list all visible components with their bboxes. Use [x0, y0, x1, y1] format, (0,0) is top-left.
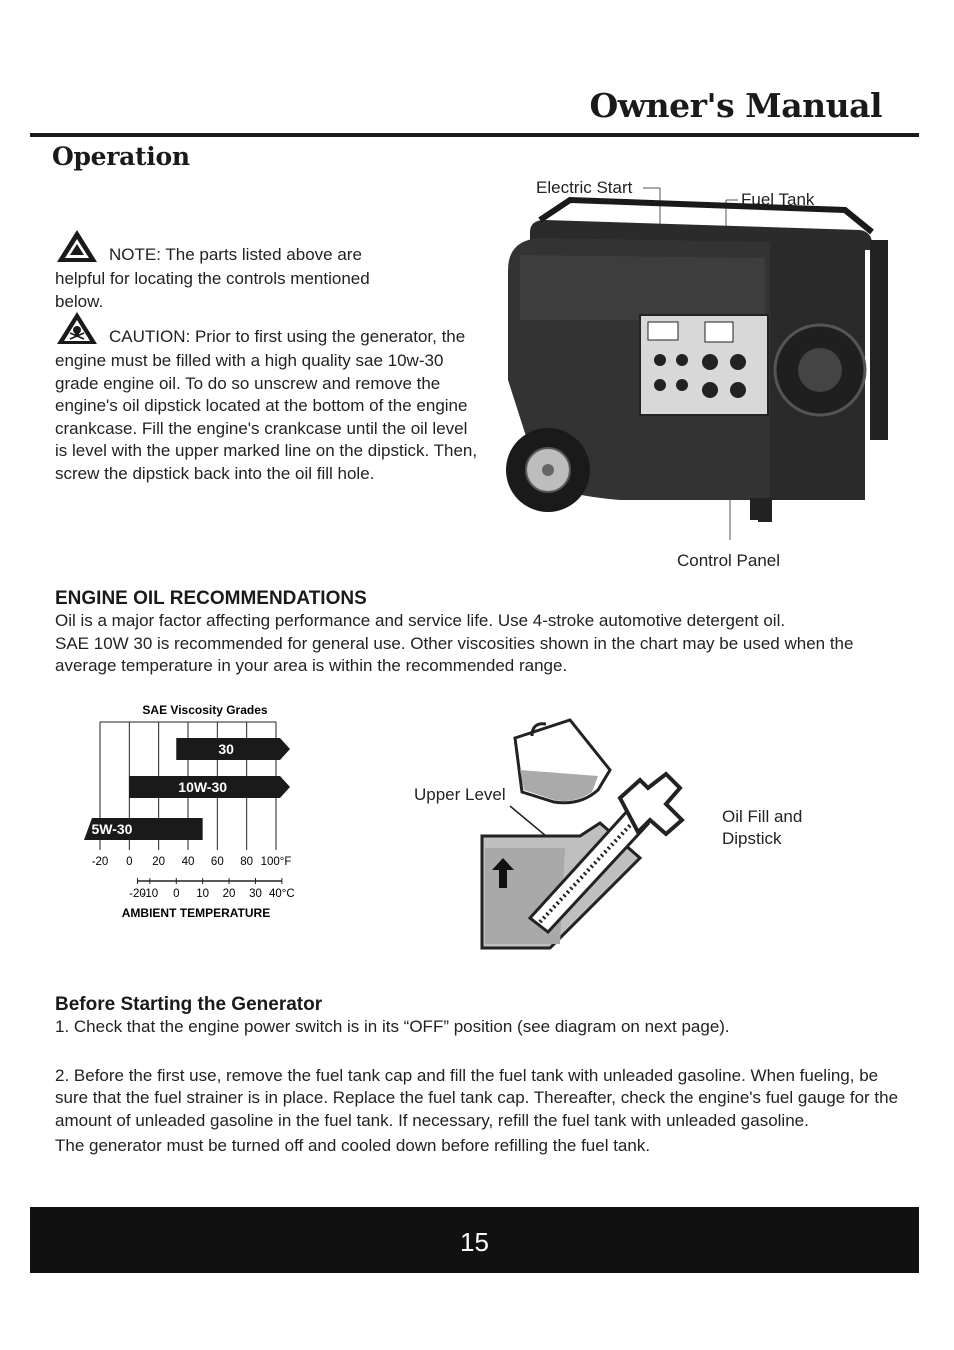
chart-tick-c: 0	[173, 888, 180, 900]
chart-tick-f: 80	[240, 856, 254, 868]
label-control-panel: Control Panel	[677, 551, 781, 570]
viscosity-bar-label: 30	[218, 741, 234, 757]
viscosity-bar-label: 10W-30	[178, 779, 228, 795]
caution-paragraph	[55, 310, 480, 485]
chart-tick-f: 0	[126, 856, 133, 868]
label-oil-fill-line2: Dipstick	[722, 829, 782, 848]
label-fuel-tank: Fuel Tank	[741, 190, 815, 209]
viscosity-chart	[80, 698, 320, 928]
chart-tick-f: -20	[91, 856, 109, 868]
oil-paragraph-1: Oil is a major factor affecting performance and service life. Use 4-stroke automotive detergent oil.	[55, 611, 786, 630]
oil-paragraph-2: SAE 10W 30 is recommended for general use. Other viscosities shown in the chart may be used when the average temperature in your area is within the recommended range.	[55, 633, 854, 675]
chart-tick-c: -20	[129, 888, 146, 900]
note-text: NOTE: The parts listed above are helpful for locating the controls mentioned below.	[55, 245, 370, 311]
page-footer	[30, 1207, 919, 1273]
skull-warning-icon	[55, 310, 105, 350]
viscosity-bar-label: 5W-30	[91, 821, 133, 837]
start-heading: Before Starting the Generator	[55, 994, 323, 1015]
start-step-2: 2. Before the first use, remove the fuel tank cap and fill the fuel tank with unleaded gasoline. When fueling, be sure that the fuel strainer is in place. Replace the fuel tank cap. Thereafter, check the engine's fuel gauge for the amount of unleaded gasoline in the fuel tank. If necessary, refill the fuel tank with unleaded gasoline.	[55, 1065, 899, 1130]
chart-tick-c: -10	[141, 888, 159, 900]
generator-illustration	[500, 180, 900, 540]
section-title: Operation	[52, 142, 190, 171]
chart-tick-f: 20	[152, 856, 166, 868]
header-rule	[30, 133, 919, 137]
page-header-title: Owner's Manual	[589, 86, 882, 125]
oil-heading: ENGINE OIL RECOMMENDATIONS	[55, 588, 367, 609]
chart-tick-c: 40°C	[269, 888, 295, 900]
chart-tick-c: 30	[249, 888, 262, 900]
start-step-3: The generator must be turned off and cooled down before refilling the fuel tank.	[55, 1136, 651, 1155]
dipstick-illustration	[470, 708, 700, 958]
before-starting-section	[55, 994, 915, 1158]
note-paragraph	[55, 228, 395, 313]
chart-tick-c: 10	[196, 888, 210, 900]
caution-text: CAUTION: Prior to first using the generator, the engine must be filled with a high quality sae 10w-30 grade engine oil. To do so unscrew and remove the engine's oil dipstick located at the bottom of the engine crankcase. Fill the engine's crankcase until the oil level is level with the upper marked line on the dipstick. Then, screw the dipstick back into the oil fill hole.	[55, 327, 478, 483]
label-oil-fill-line1: Oil Fill and	[722, 807, 803, 826]
chart-title: SAE Viscosity Grades	[142, 703, 268, 717]
label-upper-level: Upper Level	[414, 785, 506, 804]
warning-triangle-icon	[55, 228, 105, 268]
chart-tick-f: 100°F	[260, 856, 292, 868]
start-step-1: 1. Check that the engine power switch is in its “OFF” position (see diagram on next page).	[55, 1017, 730, 1036]
label-electric-start: Electric Start	[536, 178, 633, 197]
oil-recommendations	[55, 588, 915, 678]
page-number: 15	[460, 1227, 489, 1257]
chart-tick-f: 40	[181, 856, 195, 868]
chart-xlabel: AMBIENT TEMPERATURE	[121, 906, 271, 920]
chart-tick-c: 20	[222, 888, 236, 900]
chart-tick-f: 60	[210, 856, 224, 868]
